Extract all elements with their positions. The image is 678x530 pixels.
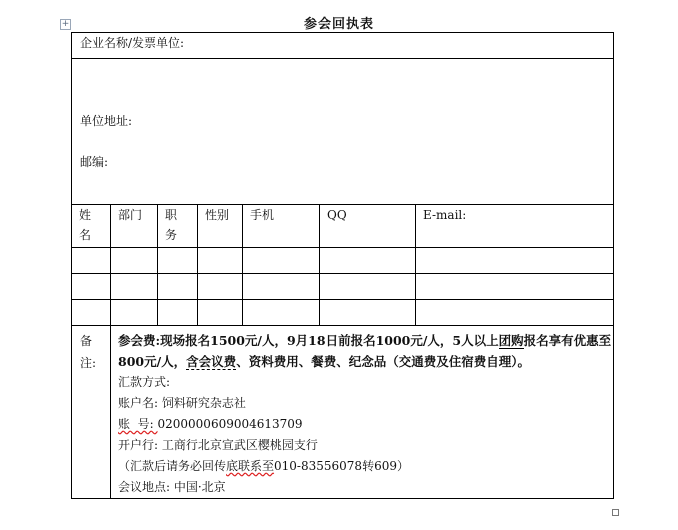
- company-cell[interactable]: [72, 33, 614, 59]
- col-header-department-label: 部门: [118, 208, 143, 222]
- fee-text-1: 现场报名1500元/人，9月18日前报名1000元/人，5人以上: [160, 333, 499, 348]
- fee-text-3: 、资料费用、餐费、纪念品（交通费及住宿费自理）。: [236, 354, 530, 369]
- table-cell[interactable]: [198, 300, 243, 326]
- table-cell[interactable]: [416, 300, 614, 326]
- table-move-handle-icon[interactable]: +: [61, 19, 70, 29]
- table-cell[interactable]: [111, 248, 158, 274]
- table-cell[interactable]: [72, 274, 111, 300]
- fee-group-buy: 团购: [498, 333, 524, 348]
- table-cell[interactable]: [111, 274, 158, 300]
- table-cell[interactable]: [72, 300, 111, 326]
- col-header-position-label: 职务: [165, 208, 178, 242]
- fee-heading: 参会费:: [118, 333, 161, 348]
- col-header-email: [416, 205, 614, 248]
- table-cell[interactable]: [320, 300, 416, 326]
- table-cell[interactable]: [243, 248, 320, 274]
- col-header-email-label: E-mail:: [423, 208, 467, 222]
- address-cell[interactable]: [72, 59, 614, 205]
- table-cell[interactable]: [198, 248, 243, 274]
- account-name: 账户名: 饲料研究杂志社: [118, 396, 246, 410]
- col-header-phone: [243, 205, 320, 248]
- account-number-label: 账 号:: [118, 417, 158, 431]
- table-row: [72, 248, 614, 274]
- account-number: 0200000609004613709: [157, 417, 303, 431]
- account-number-line: [118, 414, 613, 435]
- fax-note-suffix: 010-83556078转609）: [274, 459, 409, 473]
- registration-form-table: [71, 32, 614, 499]
- col-header-qq: [320, 205, 416, 248]
- fax-note-marked: 底联系至: [226, 459, 275, 473]
- table-row: [72, 300, 614, 326]
- col-header-position: [158, 205, 198, 248]
- col-header-phone-label: 手机: [250, 208, 275, 222]
- table-row: [72, 274, 614, 300]
- col-header-gender: [198, 205, 243, 248]
- col-header-qq-label: QQ: [327, 208, 347, 222]
- table-cell[interactable]: [158, 274, 198, 300]
- notes-label: 备注:: [80, 334, 97, 370]
- table-cell[interactable]: [243, 274, 320, 300]
- fee-includes: 含会议费: [186, 354, 237, 369]
- notes-cell[interactable]: [111, 326, 614, 499]
- col-header-department: [111, 205, 158, 248]
- table-cell[interactable]: [320, 274, 416, 300]
- fax-note: [118, 456, 613, 477]
- table-cell[interactable]: [158, 300, 198, 326]
- postcode-label: 邮编:: [80, 155, 109, 169]
- page-title: 参会回执表: [303, 17, 374, 32]
- table-cell[interactable]: [416, 274, 614, 300]
- table-cell[interactable]: [198, 274, 243, 300]
- venue: 会议地点: 中国·北京: [118, 480, 226, 494]
- table-cell[interactable]: [158, 248, 198, 274]
- company-label: 企业名称/发票单位:: [80, 36, 185, 50]
- address-label: 单位地址:: [80, 114, 133, 128]
- table-cell[interactable]: [111, 300, 158, 326]
- fax-note-prefix: （汇款后请务必回传: [118, 459, 227, 473]
- fee-text-2: 报名享有优惠至800元/人，: [118, 333, 612, 369]
- remittance-heading: 汇款方式:: [118, 375, 171, 389]
- table-cell[interactable]: [243, 300, 320, 326]
- col-header-name: [72, 205, 111, 248]
- col-header-name-label: 姓名: [79, 208, 92, 242]
- notes-label-cell: [72, 326, 111, 499]
- fee-paragraph: [118, 330, 613, 372]
- table-cell[interactable]: [320, 248, 416, 274]
- col-header-gender-label: 性别: [205, 208, 230, 222]
- table-cell[interactable]: [416, 248, 614, 274]
- bank-name: 开户行: 工商行北京宣武区樱桃园支行: [118, 438, 318, 452]
- table-resize-handle-icon[interactable]: [612, 509, 619, 516]
- table-cell[interactable]: [72, 248, 111, 274]
